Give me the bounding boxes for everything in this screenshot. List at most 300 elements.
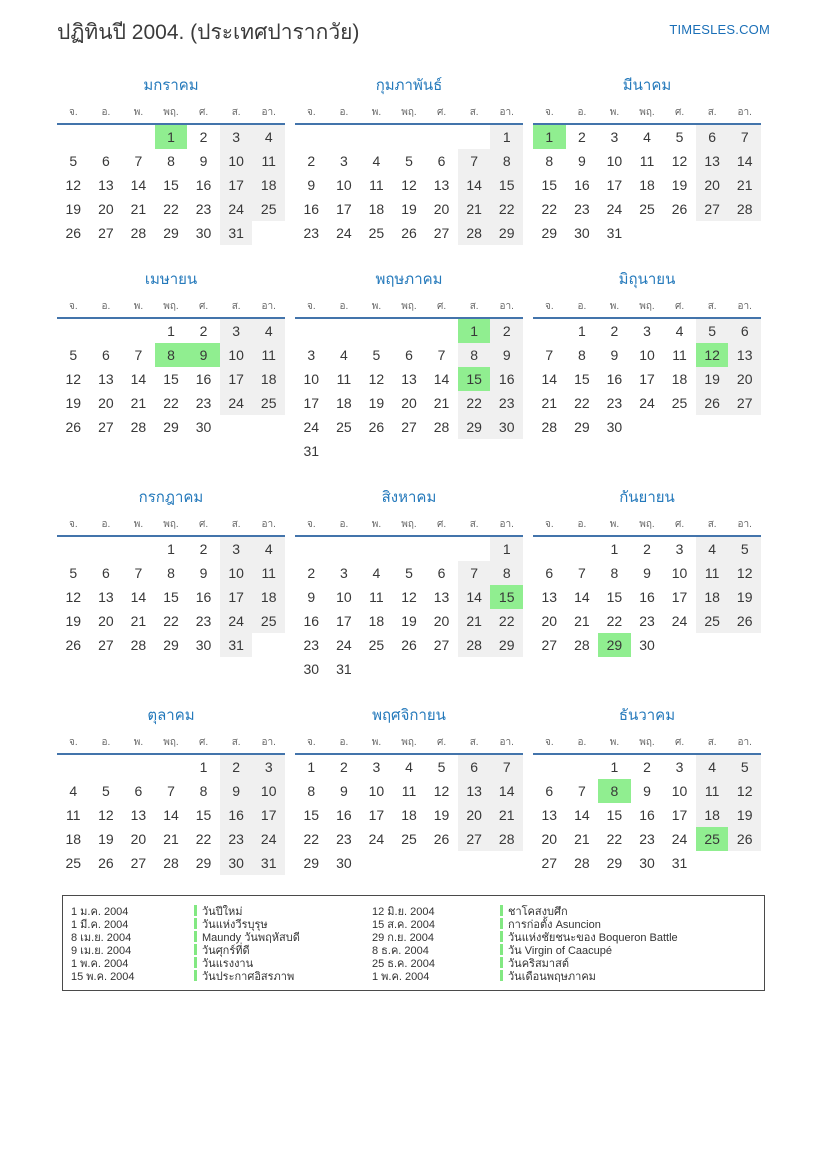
day-cell: 5 [372, 347, 381, 363]
weekday-label: จ. [68, 737, 78, 748]
empty-cell [295, 319, 328, 343]
day-cell: 8 [610, 565, 619, 581]
day-cell: 5 [728, 537, 761, 561]
day-cell: 26 [401, 225, 417, 241]
day-cell: 10 [252, 779, 285, 803]
day-cell: 30 [639, 855, 655, 871]
day-cell: 19 [368, 395, 385, 411]
day-cell: 12 [65, 589, 82, 605]
day-cell: 7 [134, 565, 143, 581]
weekday-header [57, 299, 285, 319]
weekday-label: จ. [68, 519, 78, 530]
day-cell: 23 [195, 201, 212, 217]
day-cell: 29 [598, 633, 631, 657]
day-cell: 24 [220, 609, 253, 633]
weekday-label: อ. [339, 107, 349, 118]
day-cell: 26 [368, 419, 385, 435]
day-cell: 15 [490, 585, 523, 609]
day-cell: 24 [639, 395, 655, 411]
month-days [295, 755, 523, 875]
day-cell: 8 [307, 783, 316, 799]
day-cell: 15 [541, 177, 558, 193]
day-cell: 27 [458, 827, 491, 851]
empty-cell [122, 537, 155, 561]
day-cell: 12 [671, 153, 688, 169]
day-cell: 2 [490, 319, 523, 343]
day-cell: 6 [134, 783, 143, 799]
day-cell: 20 [98, 613, 114, 629]
day-cell: 4 [675, 323, 684, 339]
day-cell: 25 [65, 855, 82, 871]
weekday-label: ศ. [198, 519, 209, 530]
day-cell: 25 [252, 197, 285, 221]
empty-cell [122, 755, 155, 779]
holiday-marker [194, 905, 197, 916]
day-cell: 3 [220, 537, 253, 561]
weekday-label: อ. [339, 519, 349, 530]
weekday-label: ศ. [198, 737, 209, 748]
day-cell: 29 [163, 637, 179, 653]
day-cell: 25 [368, 225, 385, 241]
empty-cell [122, 319, 155, 343]
weekday-header [295, 299, 523, 319]
day-cell: 11 [696, 779, 729, 803]
day-cell: 6 [728, 319, 761, 343]
month-days [533, 755, 761, 875]
weekday-label: อา. [737, 737, 752, 748]
holiday-date: 29 ก.ย. 2004 [372, 931, 435, 944]
day-cell: 15 [163, 589, 179, 605]
day-cell: 18 [696, 585, 729, 609]
day-cell: 8 [490, 149, 523, 173]
empty-cell [122, 125, 155, 149]
day-cell: 9 [307, 589, 316, 605]
weekday-header [57, 105, 285, 125]
day-cell: 3 [339, 153, 348, 169]
day-cell: 20 [541, 831, 558, 847]
day-cell: 1 [199, 759, 208, 775]
day-cell: 9 [643, 565, 651, 581]
holiday-date: 1 มี.ค. 2004 [71, 918, 129, 931]
day-cell: 1 [490, 537, 523, 561]
day-cell: 23 [336, 831, 352, 847]
day-cell: 10 [639, 347, 655, 363]
day-cell: 12 [368, 371, 385, 387]
weekday-header [295, 105, 523, 125]
day-cell: 12 [728, 561, 761, 585]
day-cell: 24 [303, 419, 320, 435]
day-cell: 28 [458, 221, 491, 245]
day-cell: 11 [252, 561, 285, 585]
day-cell: 28 [163, 855, 179, 871]
weekday-label: ส. [231, 519, 241, 530]
month-6 [533, 267, 761, 439]
day-cell: 10 [606, 153, 623, 169]
day-cell: 29 [163, 225, 179, 241]
day-cell: 24 [220, 391, 253, 415]
empty-cell [295, 125, 328, 149]
month-7 [57, 485, 285, 657]
day-cell: 21 [130, 613, 147, 629]
page-title: ปฏิทินปี 2004. (ประเทศปารากวัย) [57, 21, 360, 44]
weekday-header [533, 517, 761, 537]
day-cell: 21 [130, 201, 147, 217]
empty-cell [360, 125, 393, 149]
day-cell: 25 [696, 609, 729, 633]
month-days [295, 125, 523, 245]
day-cell: 28 [574, 637, 590, 653]
day-cell: 17 [606, 177, 623, 193]
day-cell: 29 [574, 419, 590, 435]
weekday-header [57, 517, 285, 537]
day-cell: 15 [606, 807, 623, 823]
day-cell: 13 [98, 589, 114, 605]
holiday-date: 15 ส.ค. 2004 [372, 918, 436, 931]
day-cell: 4 [339, 347, 348, 363]
holiday-marker [500, 970, 503, 981]
day-cell: 14 [490, 779, 523, 803]
day-cell: 11 [369, 589, 384, 605]
day-cell: 18 [401, 807, 417, 823]
day-cell: 17 [220, 367, 253, 391]
day-cell: 10 [220, 149, 253, 173]
day-cell: 5 [728, 755, 761, 779]
day-cell: 11 [369, 177, 384, 193]
header [0, 0, 827, 49]
day-cell: 18 [252, 367, 285, 391]
day-cell: 2 [220, 755, 253, 779]
day-cell: 10 [336, 177, 352, 193]
day-cell: 27 [696, 197, 729, 221]
day-cell: 9 [307, 177, 316, 193]
day-cell: 14 [458, 585, 491, 609]
day-cell: 7 [545, 347, 554, 363]
weekday-label: พ. [133, 737, 144, 748]
day-cell: 21 [458, 609, 491, 633]
day-cell: 16 [574, 177, 590, 193]
day-cell: 11 [696, 561, 729, 585]
day-cell: 27 [130, 855, 147, 871]
day-cell: 13 [541, 589, 558, 605]
empty-cell [425, 319, 458, 343]
weekday-label: อ. [577, 519, 587, 530]
day-cell: 18 [696, 803, 729, 827]
day-cell: 12 [65, 177, 82, 193]
day-cell: 26 [65, 637, 82, 653]
day-cell: 5 [405, 565, 413, 581]
day-cell: 2 [199, 323, 208, 339]
day-cell: 12 [728, 779, 761, 803]
day-cell: 30 [336, 855, 352, 871]
month-3 [533, 73, 761, 245]
month-10 [57, 703, 285, 875]
day-cell: 1 [610, 541, 619, 557]
day-cell: 20 [433, 613, 450, 629]
day-cell: 5 [69, 565, 78, 581]
day-cell: 6 [101, 347, 110, 363]
day-cell: 6 [437, 153, 446, 169]
holiday-date: 1 พ.ค. 2004 [71, 957, 129, 970]
day-cell: 11 [252, 343, 285, 367]
day-cell: 28 [458, 633, 491, 657]
day-cell: 9 [339, 783, 348, 799]
day-cell: 13 [98, 177, 114, 193]
weekday-label: จ. [68, 107, 78, 118]
day-cell: 26 [728, 827, 761, 851]
day-cell: 3 [643, 323, 651, 339]
month-title: ธันวาคม [618, 707, 676, 724]
weekday-label: พ. [371, 107, 382, 118]
day-cell: 13 [130, 807, 147, 823]
day-cell: 27 [728, 391, 761, 415]
day-cell: 30 [303, 661, 320, 677]
day-cell: 5 [696, 319, 729, 343]
day-cell: 2 [610, 323, 619, 339]
weekday-label: อ. [577, 107, 587, 118]
day-cell: 8 [167, 565, 175, 581]
day-cell: 22 [163, 395, 179, 411]
day-cell: 28 [130, 225, 147, 241]
weekday-header [57, 735, 285, 755]
month-title: มิถุนายน [618, 271, 676, 288]
weekday-label: พ. [371, 519, 382, 530]
day-cell: 4 [252, 125, 285, 149]
calendar-grid [57, 73, 761, 875]
month-days [295, 537, 523, 681]
weekday-header [533, 105, 761, 125]
month-title: พฤศจิกายน [372, 707, 446, 724]
legend-row [63, 969, 764, 982]
month-8 [295, 485, 523, 681]
weekday-label: ส. [707, 737, 717, 748]
day-cell: 8 [490, 561, 523, 585]
day-cell: 19 [671, 177, 688, 193]
day-cell: 14 [574, 807, 590, 823]
empty-cell [90, 537, 123, 561]
day-cell: 11 [252, 149, 285, 173]
day-cell: 25 [696, 827, 729, 851]
day-cell: 7 [458, 561, 491, 585]
day-cell: 26 [696, 391, 729, 415]
weekday-label: ศ. [674, 301, 685, 312]
weekday-label: อา. [737, 107, 752, 118]
day-cell: 20 [458, 803, 491, 827]
day-cell: 11 [66, 807, 81, 823]
day-cell: 22 [163, 613, 179, 629]
empty-cell [57, 319, 90, 343]
weekday-label: พ. [609, 107, 620, 118]
day-cell: 12 [65, 371, 82, 387]
day-cell: 10 [671, 565, 688, 581]
day-cell: 14 [458, 173, 491, 197]
weekday-label: พฤ. [639, 107, 655, 118]
holiday-marker [194, 970, 197, 981]
day-cell: 16 [639, 589, 655, 605]
day-cell: 22 [490, 609, 523, 633]
month-days [533, 319, 761, 439]
day-cell: 19 [696, 367, 729, 391]
weekday-label: พ. [609, 737, 620, 748]
empty-cell [566, 537, 599, 561]
weekday-label: จ. [544, 519, 554, 530]
day-cell: 30 [639, 637, 655, 653]
day-cell: 11 [672, 347, 687, 363]
day-cell: 16 [336, 807, 352, 823]
day-cell: 25 [401, 831, 417, 847]
weekday-label: ศ. [198, 301, 209, 312]
weekday-label: อา. [261, 301, 276, 312]
weekday-label: อ. [339, 301, 349, 312]
month-title: กุมภาพันธ์ [375, 77, 443, 94]
weekday-label: พฤ. [401, 107, 417, 118]
day-cell: 7 [490, 755, 523, 779]
day-cell: 14 [130, 177, 147, 193]
day-cell: 8 [199, 783, 208, 799]
weekday-label: จ. [544, 107, 554, 118]
weekday-label: อา. [261, 519, 276, 530]
day-cell: 22 [195, 831, 212, 847]
month-title: เมษายน [144, 271, 198, 288]
day-cell: 7 [458, 149, 491, 173]
weekday-label: ศ. [674, 737, 685, 748]
day-cell: 23 [574, 201, 590, 217]
empty-cell [328, 319, 361, 343]
day-cell: 18 [368, 201, 385, 217]
day-cell: 17 [671, 589, 688, 605]
day-cell: 18 [252, 173, 285, 197]
day-cell: 14 [163, 807, 179, 823]
day-cell: 31 [220, 633, 253, 657]
weekday-label: อ. [101, 519, 111, 530]
day-cell: 16 [606, 371, 623, 387]
day-cell: 22 [606, 613, 623, 629]
day-cell: 20 [130, 831, 147, 847]
weekday-label: พฤ. [163, 301, 179, 312]
weekday-label: ศ. [674, 519, 685, 530]
day-cell: 6 [458, 755, 491, 779]
day-cell: 6 [101, 153, 110, 169]
brand-link[interactable]: TIMESLES.COM [669, 22, 770, 37]
day-cell: 21 [163, 831, 179, 847]
weekday-header [533, 735, 761, 755]
day-cell: 13 [728, 343, 761, 367]
day-cell: 27 [433, 225, 450, 241]
day-cell: 9 [490, 343, 523, 367]
day-cell: 13 [696, 149, 729, 173]
weekday-label: อ. [101, 107, 111, 118]
day-cell: 12 [98, 807, 114, 823]
day-cell: 17 [220, 585, 253, 609]
day-cell: 20 [541, 613, 558, 629]
weekday-header [295, 735, 523, 755]
day-cell: 30 [574, 225, 590, 241]
day-cell: 14 [130, 589, 147, 605]
month-2 [295, 73, 523, 245]
day-cell: 17 [220, 173, 253, 197]
day-cell: 20 [98, 395, 114, 411]
day-cell: 27 [541, 855, 558, 871]
weekday-label: อา. [261, 107, 276, 118]
day-cell: 30 [195, 637, 212, 653]
holiday-name: ชาโคสงบศึก [508, 905, 568, 918]
empty-cell [566, 755, 599, 779]
day-cell: 13 [433, 589, 450, 605]
weekday-label: พฤ. [163, 107, 179, 118]
holiday-date: 1 ม.ค. 2004 [71, 905, 129, 918]
day-cell: 5 [675, 129, 684, 145]
weekday-label: อ. [577, 737, 587, 748]
day-cell: 2 [643, 759, 651, 775]
weekday-label: อ. [101, 301, 111, 312]
month-days [57, 755, 285, 875]
day-cell: 16 [490, 367, 523, 391]
day-cell: 22 [574, 395, 590, 411]
day-cell: 1 [167, 541, 175, 557]
day-cell: 20 [728, 367, 761, 391]
empty-cell [57, 125, 90, 149]
day-cell: 2 [199, 129, 208, 145]
weekday-label: ส. [231, 301, 241, 312]
day-cell: 15 [163, 371, 179, 387]
day-cell: 23 [639, 831, 655, 847]
day-cell: 24 [671, 613, 688, 629]
day-cell: 16 [639, 807, 655, 823]
holiday-name: วันคริสมาสต์ [508, 957, 569, 970]
weekday-header [533, 299, 761, 319]
empty-cell [57, 755, 90, 779]
day-cell: 1 [577, 323, 586, 339]
day-cell: 1 [307, 759, 316, 775]
day-cell: 6 [405, 347, 413, 363]
day-cell: 19 [728, 803, 761, 827]
day-cell: 30 [195, 419, 212, 435]
day-cell: 20 [433, 201, 450, 217]
day-cell: 21 [490, 803, 523, 827]
day-cell: 4 [69, 783, 78, 799]
day-cell: 28 [130, 637, 147, 653]
month-11 [295, 703, 523, 875]
day-cell: 27 [433, 637, 450, 653]
weekday-label: พ. [133, 301, 144, 312]
weekday-label: ศ. [436, 737, 447, 748]
day-cell: 7 [577, 783, 586, 799]
day-cell: 3 [675, 541, 684, 557]
day-cell: 18 [252, 585, 285, 609]
day-cell: 6 [101, 565, 110, 581]
day-cell: 31 [336, 661, 352, 677]
weekday-header [295, 517, 523, 537]
day-cell: 4 [252, 537, 285, 561]
day-cell: 24 [336, 637, 352, 653]
day-cell: 24 [336, 225, 352, 241]
day-cell: 23 [303, 225, 320, 241]
weekday-label: พฤ. [401, 737, 417, 748]
day-cell: 23 [639, 613, 655, 629]
weekday-label: ส. [231, 737, 241, 748]
day-cell: 17 [639, 371, 655, 387]
day-cell: 4 [643, 129, 651, 145]
holiday-name: วันเดือนพฤษภาคม [508, 970, 596, 983]
empty-cell [155, 755, 188, 779]
day-cell: 15 [303, 807, 320, 823]
day-cell: 27 [98, 419, 114, 435]
weekday-label: อา. [737, 301, 752, 312]
month-1 [57, 73, 285, 245]
day-cell: 29 [606, 855, 623, 871]
day-cell: 7 [577, 565, 586, 581]
day-cell: 2 [307, 153, 316, 169]
weekday-label: ส. [707, 107, 717, 118]
